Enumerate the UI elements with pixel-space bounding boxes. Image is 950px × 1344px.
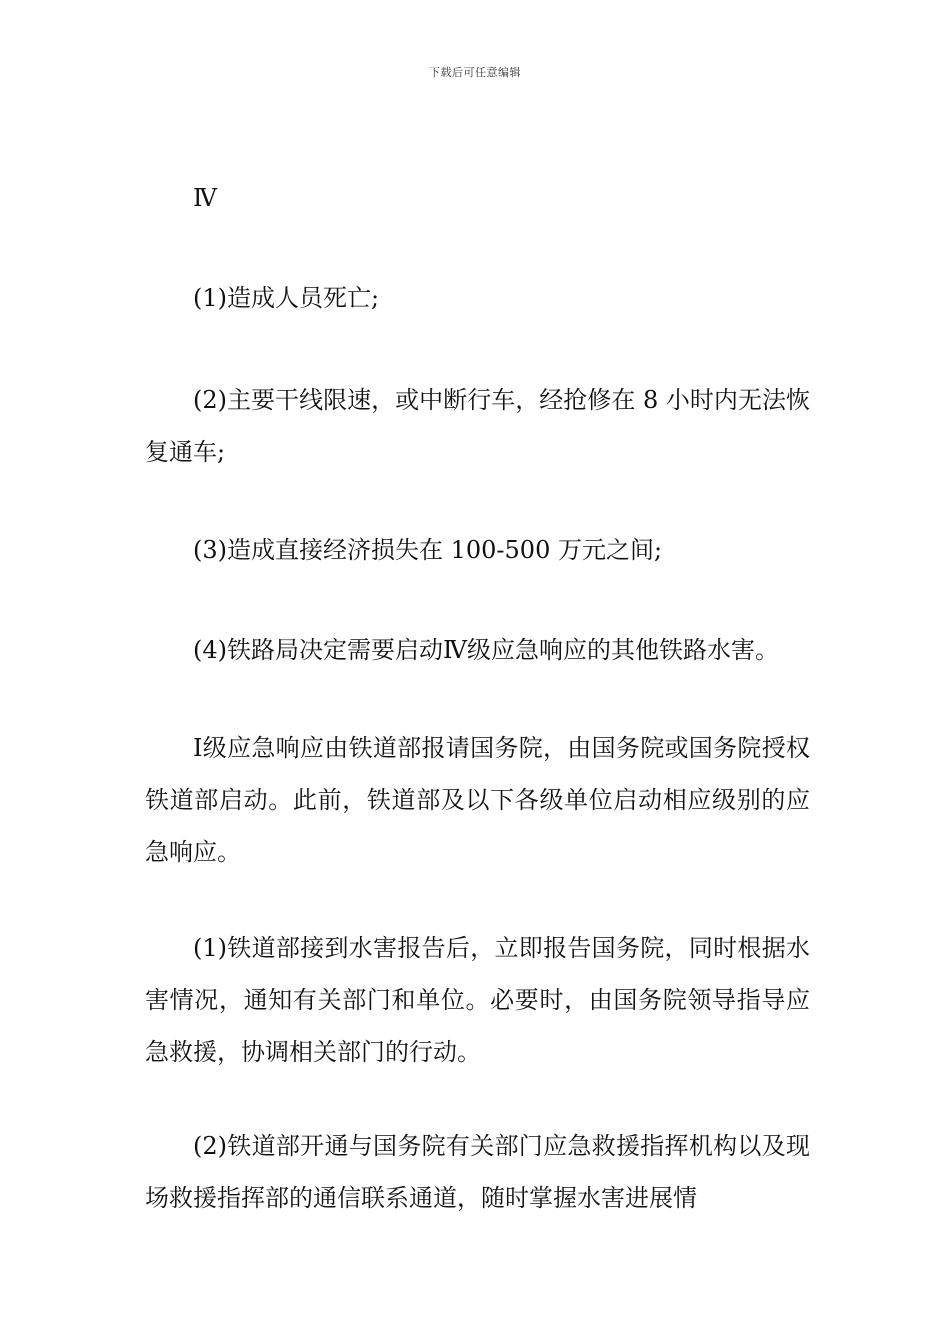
paragraph-item-3: (3)造成直接经济损失在 100-500 万元之间; — [193, 536, 663, 564]
paragraph-response-step-1: (1)铁道部接到水害报告后，立即报告国务院，同时根据水害情况，通知有关部门和单位。必要时，由国务院领导指导应急救援，协调相关部门的行动。 — [145, 934, 810, 1066]
paragraph-level-1-response: Ⅰ级应急响应由铁道部报请国务院，由国务院或国务院授权铁道部启动。此前，铁道部及以下各级单位启动相应级别的应急响应。 — [145, 734, 810, 866]
paragraph-level-heading: Ⅳ — [193, 184, 217, 212]
paragraph-response-step-2: (2)铁道部开通与国务院有关部门应急救援指挥机构以及现场救援指挥部的通信联系通道，随时掌握水害进展情 — [145, 1132, 810, 1212]
page-header: 下载后可任意编辑 — [429, 66, 521, 79]
paragraph-item-2: (2)主要干线限速，或中断行车，经抢修在 8 小时内无法恢复通车; — [145, 386, 810, 466]
paragraph-item-1: (1)造成人员死亡; — [193, 284, 380, 312]
paragraph-item-4: (4)铁路局决定需要启动Ⅳ级应急响应的其他铁路水害。 — [193, 636, 779, 664]
